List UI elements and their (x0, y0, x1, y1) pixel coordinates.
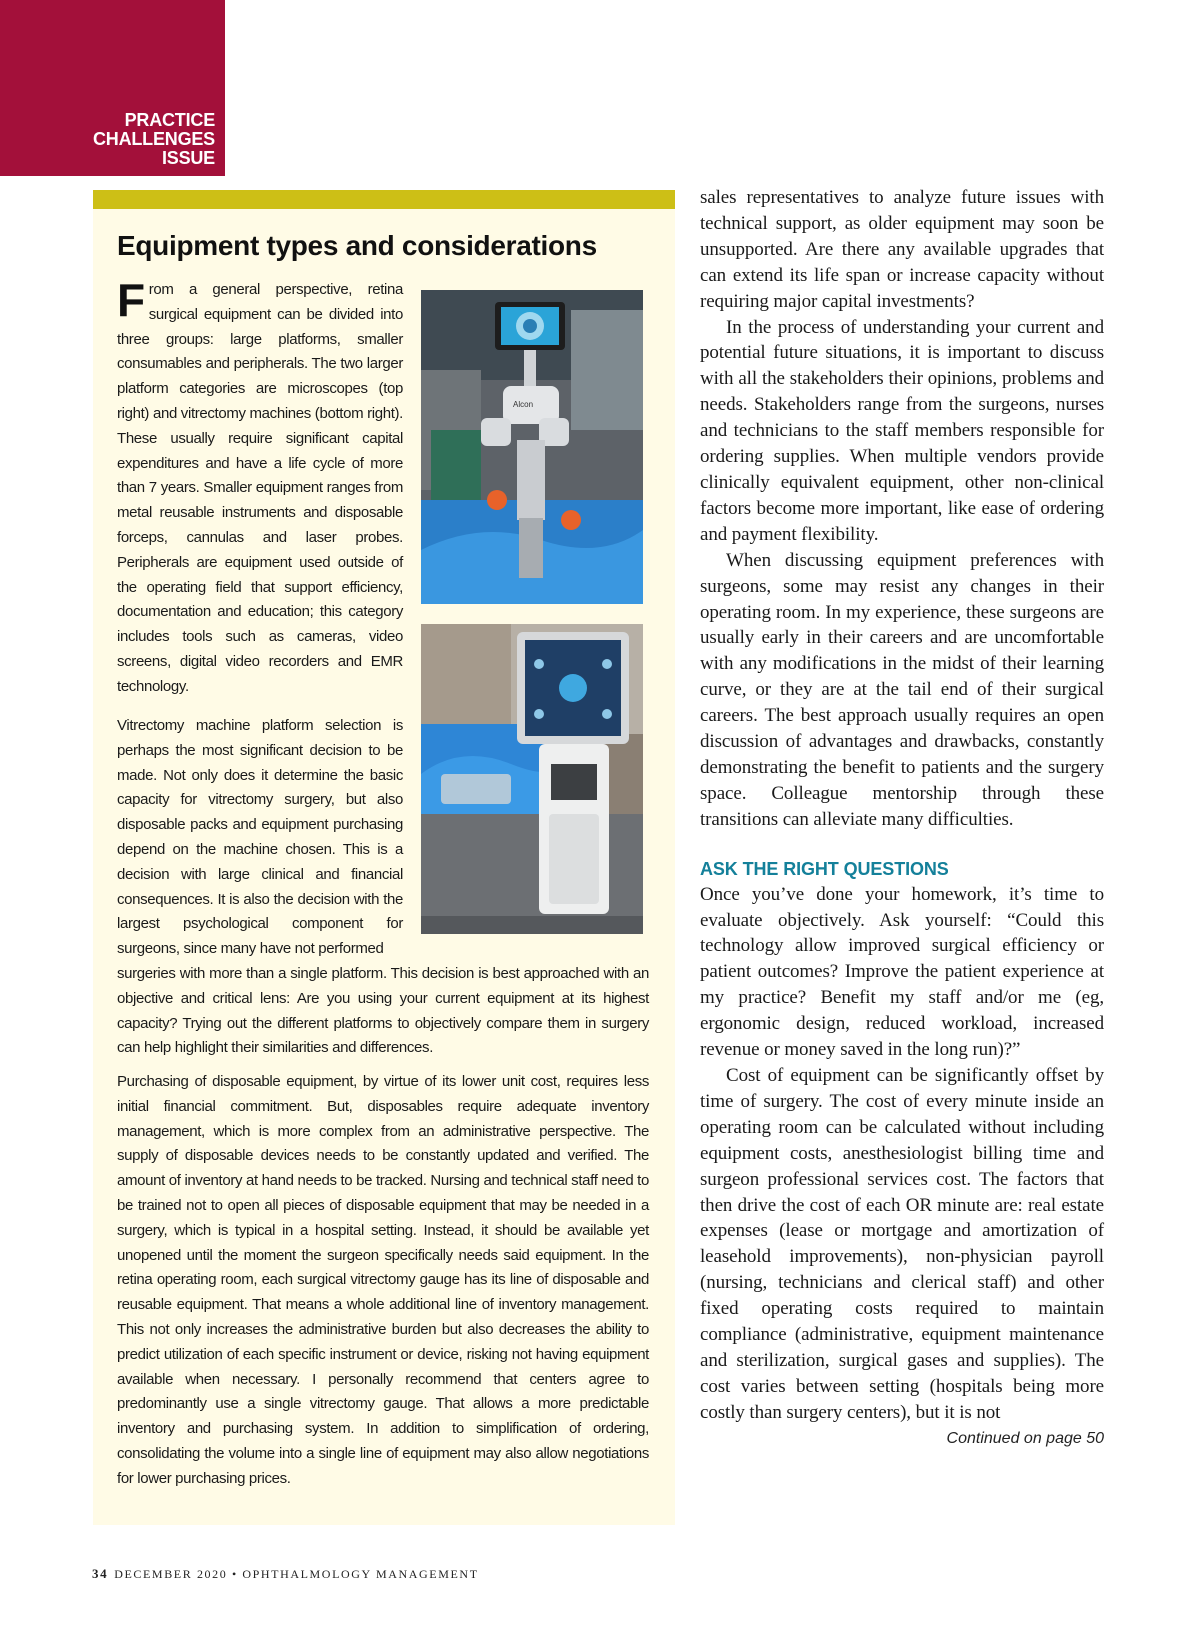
page-footer (92, 1566, 479, 1582)
body-paragraph: sales representatives to analyze future issues with technical support, as older equipment may soon be unsupported. Are there any available upgrades that can extend its life span or increase capacity without requiring major capital investments? (700, 187, 1104, 312)
sidebar-paragraph: Vitrectomy machine platform selection is perhaps the most significant decision to be made. Not only does it determine the basic capacity for vitrectomy surgery, but also disposable packs and equipment purchasing depend on the machine chosen. This is a decision with large clinical and financial consequences. It is also the decision with the largest psychological component for surgeons, since many have not performed (117, 717, 403, 958)
microscope-photo (421, 290, 643, 604)
continued-note: Continued on page 50 (946, 1429, 1104, 1447)
sidebar-paragraph (117, 274, 403, 700)
footer-text: DECEMBER 2020 • OPHTHALMOLOGY MANAGEMENT (114, 1567, 479, 1581)
body-paragraph: Once you’ve done your homework, it’s time to evaluate objectively. Ask yourself: “Could this technology allow improved surgical efficiency or patient outcomes? Improve the patient experience at my practice? Benefit my staff and/or me (eg, ergonomic design, reduced workload, increased revenue or money saved in the long run)?” (700, 883, 1104, 1061)
main-column (700, 185, 1104, 1448)
page-number: 34 (92, 1566, 109, 1581)
section-tag (0, 0, 225, 176)
sidebar-paragraph: Purchasing of disposable equipment, by virtue of its lower unit cost, requires less initial financial commitment. But, disposables require adequate inventory management, which is more complex from an administrative perspective. The supply of disposable devices needs to be constantly updated and verified. The amount of inventory at hand needs to be tracked. Nursing and technical staff need to be trained not to open all pieces of disposable equipment that may be needed in a surgery, which is typical in a hospital setting. Instead, it should be available yet unopened until the moment the surgeon specifically needs said equipment. In the retina operating room, each surgical vitrectomy gauge has its line of disposable and reusable equipment. That means a whole additional line of inventory management. This not only increases the administrative burden but also decreases the ability to predict utilization of each specific instrument or device, risking not having equipment available when necessary. I personally recommend that centers agree to predominantly use a single vitrectomy gauge. That allows a more predictable inventory and purchasing system. In addition to simplification of ordering, consolidating the volume into a single line of equipment may also allow negotiations for lower purchasing prices. (117, 1073, 649, 1487)
vitrectomy-machine-photo (421, 624, 643, 934)
microscope-illustration (421, 290, 643, 604)
section-tag-label (93, 111, 215, 168)
section-tag-line: CHALLENGES (92, 129, 215, 149)
vitrectomy-machine-illustration (421, 624, 643, 934)
body-paragraph: When discussing equipment preferences with surgeons, some may resist any changes in their operating room. In my experience, these surgeons are usually early in their careers and are uncomfortable with any modifications in the midst of their learning curve, or they are at the tail end of their surgical careers. The best approach usually requires an open discussion of advantages and drawbacks, constantly demonstrating the benefit to patients and the surgery space. Colleague mentorship through these transitions can alleviate many difficulties. (700, 549, 1104, 830)
section-heading: ASK THE RIGHT QUESTIONS (700, 858, 949, 879)
sidebar-box (93, 190, 675, 1525)
sidebar-title: Equipment types and considerations (117, 230, 597, 261)
body-paragraph: In the process of understanding your current and potential future situations, it is important to discuss with all the stakeholders their opinions, problems and needs. Stakeholders range from the surgeons, nurses and technicians to the staff members responsible for ordering supplies. When multiple vendors provide clinically equivalent equipment, other non-clinical factors become more important, like ease of ordering and payment flexibility. (700, 316, 1104, 545)
sidebar-paragraph-text: rom a general perspective, retina surgical equipment can be divided into three groups: large platforms, smaller consumables and peripherals. The two larger platform categories are microscopes (top right) and vitrectomy machines (bottom right). These usually require significant capital expenditures and have a life cycle of more than 7 years. Smaller equipment ranges from metal reusable instruments and disposable forceps, cannulas and laser probes. Peripherals are equipment used outside of the operating field that support efficiency, documentation and education; this category includes tools such as cameras, video screens, digital video recorders and EMR technology. (117, 281, 403, 695)
drop-cap: F (117, 274, 145, 326)
body-paragraph: Cost of equipment can be significantly offset by time of surgery. The cost of every minute inside an operating room can be calculated without including equipment costs, anesthesiologist billing time and surgeon professional services cost. The factors that then drive the cost of each OR minute are: real estate expenses (lease or mortgage and amortization of leasehold improvements), non-physician payroll (nursing, technicians and clerical staff) and other fixed operating costs required to maintain compliance (administrative, equipment maintenance and sterilization, surgical gases and supplies). The cost varies between setting (hospitals being more costly than surgery centers), but it is not (700, 1065, 1104, 1423)
sidebar-accent-bar (93, 190, 675, 209)
sidebar-paragraph-continued: surgeries with more than a single platform. This decision is best approached with an objective and critical lens: Are you using your current equipment at its highest capacity? Trying out the different platforms to objectively compare them in surgery can help highlight their similarities and differences. (117, 965, 649, 1057)
photo-logo-text: Alcon (513, 400, 534, 409)
section-tag-line: PRACTICE (124, 110, 215, 130)
section-tag-line: ISSUE (161, 148, 215, 168)
